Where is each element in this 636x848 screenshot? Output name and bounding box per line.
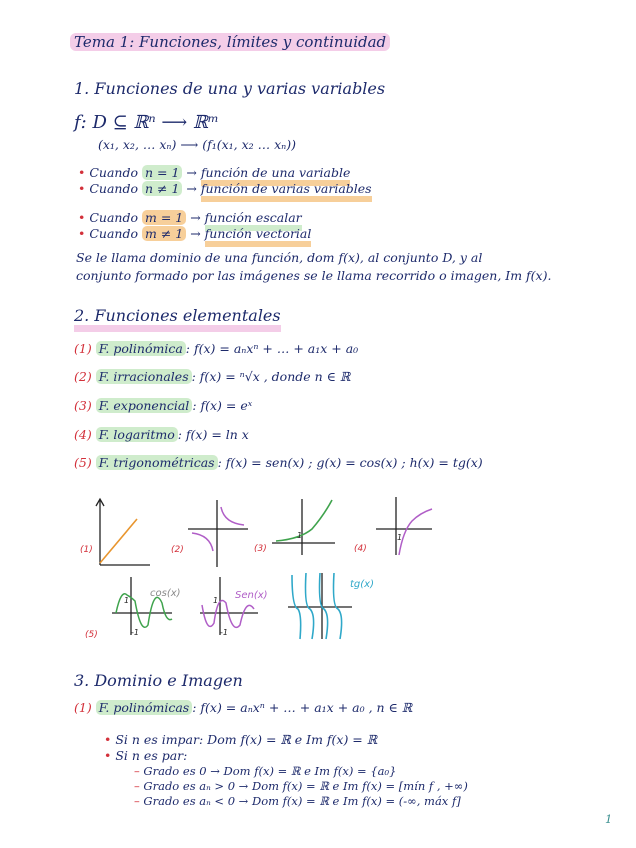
section-1-heading: 1. Funciones de una y varias variables bbox=[74, 79, 386, 98]
elementary-item-5: (5) F. trigonométricas : f(x) = sen(x) ; g(x) = cos(x) ; h(x) = tg(x) bbox=[74, 455, 483, 470]
odd-degree-rule: • Si n es impar: Dom f(x) = ℝ e Im f(x) = ℝ bbox=[104, 732, 378, 747]
bullet-m-not-1: • Cuando m ≠ 1 → función vectorial bbox=[78, 226, 311, 241]
mapping-variables: (x₁, x₂, … xₙ) ⟶ (f₁(x₁, x₂ … xₙ)) bbox=[98, 137, 296, 152]
degree-zero-rule: – Grado es 0 → Dom f(x) = ℝ e Im f(x) = {a₀} bbox=[134, 764, 397, 778]
cos-one-mark: 1 bbox=[124, 596, 130, 605]
page-number: 1 bbox=[605, 812, 613, 826]
graph-label-4: (4) bbox=[354, 544, 367, 554]
negative-leading-rule: – Grado es aₙ < 0 → Dom f(x) = ℝ e Im f(x) = (-∞, máx f] bbox=[134, 794, 461, 808]
exp-one-mark: 1 bbox=[297, 531, 303, 540]
graph-label-5: (5) bbox=[85, 630, 98, 640]
cosine-graph bbox=[112, 577, 172, 635]
elementary-item-1: (1) F. polinómica : f(x) = aₙxⁿ + … + a₁x + a₀ bbox=[74, 341, 359, 356]
elementary-item-2: (2) F. irracionales : f(x) = ⁿ√x , donde n ∈ ℝ bbox=[74, 369, 351, 384]
page-title: Tema 1: Funciones, límites y continuidad bbox=[70, 33, 390, 51]
cos-neg-mark: -1 bbox=[131, 628, 139, 637]
sen-label: Sen(x) bbox=[235, 590, 268, 601]
section-3-heading: 3. Dominio e Imagen bbox=[74, 671, 243, 690]
logarithm-graph bbox=[376, 497, 432, 555]
tg-label: tg(x) bbox=[350, 579, 374, 590]
elementary-item-3: (3) F. exponencial : f(x) = eˣ bbox=[74, 398, 253, 413]
definition-line-2: conjunto formado por las imágenes se le llama recorrido o imagen, Im f(x). bbox=[76, 268, 552, 283]
bullet-n-equals-1: • Cuando n = 1 → función de una variable bbox=[78, 165, 350, 180]
bullet-m-equals-1: • Cuando m = 1 → función escalar bbox=[78, 210, 302, 225]
domain-item-1: (1) F. polinómicas : f(x) = aₙxⁿ + … + a₁x + a₀ , n ∈ ℝ bbox=[74, 700, 413, 715]
definition-line-1: Se le llama dominio de una función, dom f(x), al conjunto D, y al bbox=[76, 250, 483, 265]
graph-label-3: (3) bbox=[254, 544, 267, 554]
log-one-mark: 1 bbox=[397, 533, 403, 542]
tangent-graph bbox=[288, 573, 352, 639]
graph-label-1: (1) bbox=[80, 545, 93, 555]
function-sketches bbox=[0, 485, 636, 655]
even-degree-rule: • Si n es par: bbox=[104, 748, 188, 763]
section-2-heading: 2. Funciones elementales bbox=[74, 306, 281, 332]
bullet-n-not-1: • Cuando n ≠ 1 → función de varias variables bbox=[78, 181, 372, 196]
sin-one-mark: 1 bbox=[213, 596, 219, 605]
positive-leading-rule: – Grado es aₙ > 0 → Dom f(x) = ℝ e Im f(x) = [mín f , +∞) bbox=[134, 779, 468, 793]
cos-label: cos(x) bbox=[150, 588, 181, 599]
graph-label-2: (2) bbox=[171, 545, 184, 555]
exponential-graph bbox=[272, 499, 335, 555]
linear-graph bbox=[96, 499, 150, 565]
elementary-item-4: (4) F. logaritmo : f(x) = ln x bbox=[74, 427, 249, 442]
sine-graph bbox=[200, 577, 258, 635]
hyperbola-graph bbox=[188, 500, 248, 567]
mapping-formula: f: D ⊆ ℝⁿ ⟶ ℝᵐ bbox=[74, 112, 219, 133]
sin-neg-mark: -1 bbox=[220, 628, 228, 637]
